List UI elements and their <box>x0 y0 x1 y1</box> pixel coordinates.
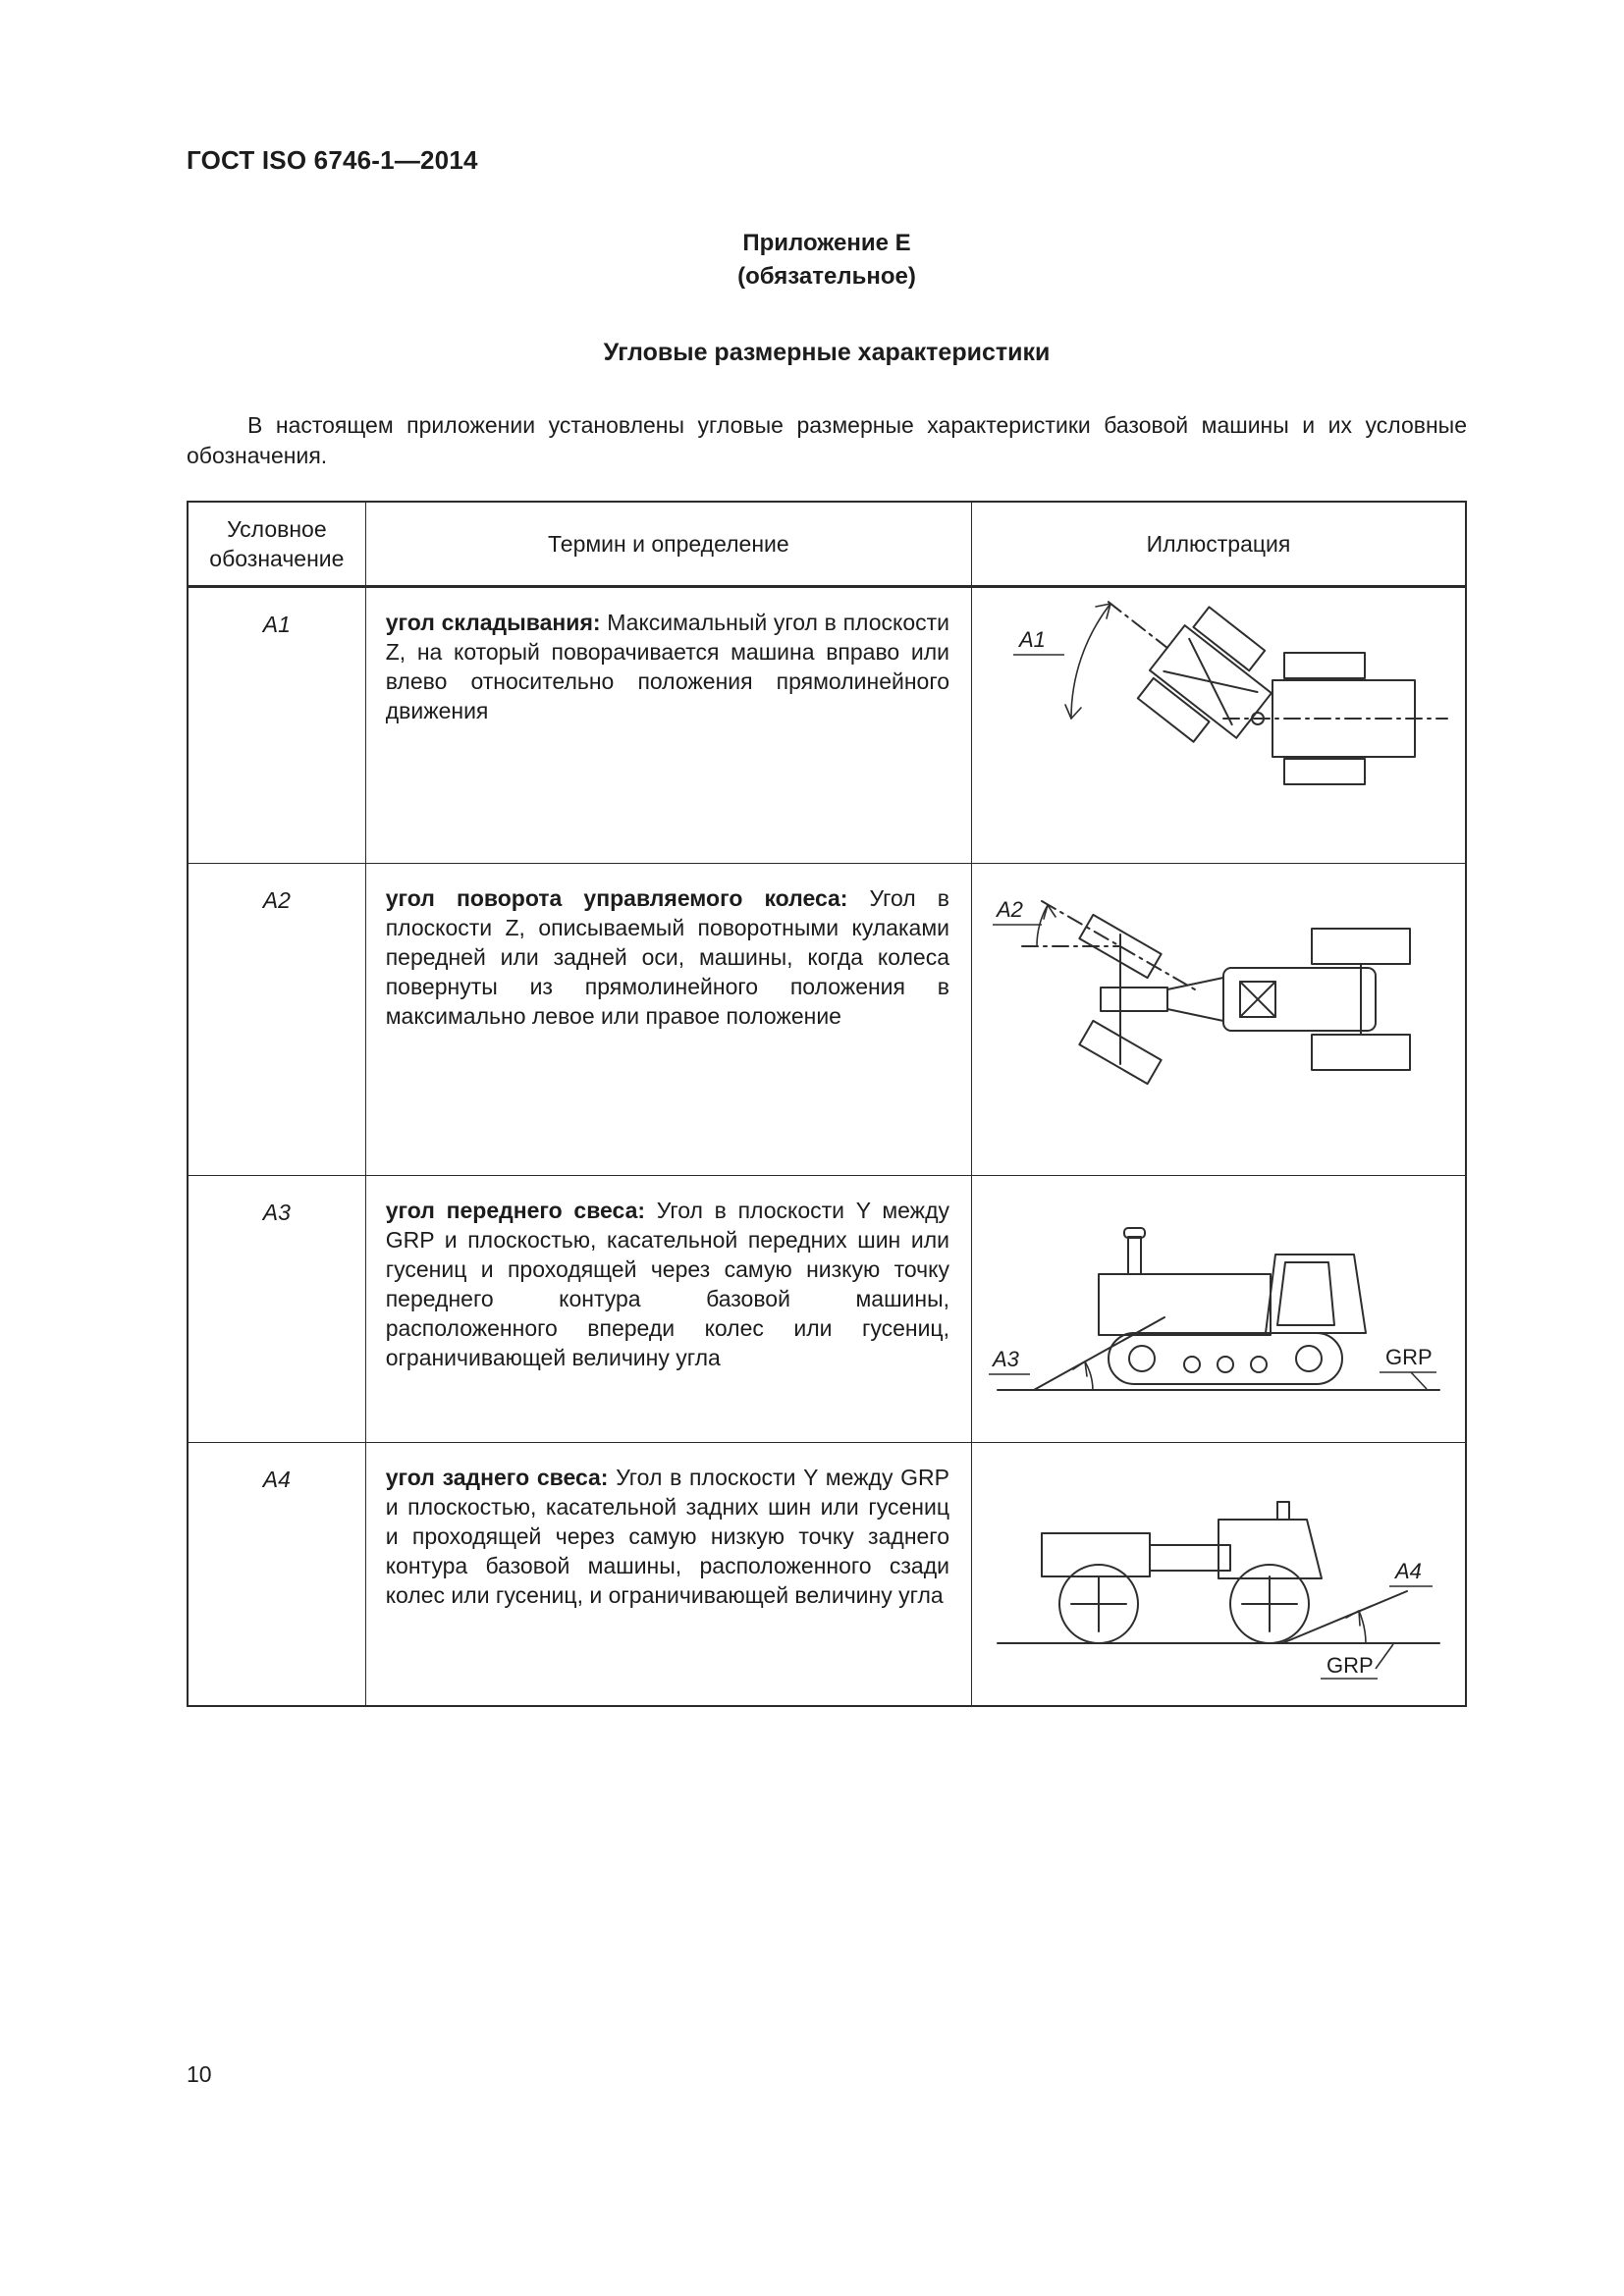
tractor-top-view-drawing <box>1022 901 1410 1084</box>
table-row-a4 <box>188 1443 1466 1707</box>
document-header: ГОСТ ISO 6746-1—2014 <box>187 145 478 175</box>
definition-cell <box>365 1176 971 1443</box>
illustration-cell <box>972 1443 1467 1707</box>
definition-text: Угол в плоскости Y между GRP и плоскостью, касательной передних шин или гусениц и проходящей через самую низкую точку переднего контура базовой машины, расположенного впереди колес или гусениц, ограничивающей величину угла <box>385 1198 949 1370</box>
table-row-a2 <box>188 864 1466 1176</box>
symbol-cell: A4 <box>188 1443 365 1707</box>
articulation-angle-illustration <box>978 596 1459 843</box>
section-title: Угловые размерные характеристики <box>603 339 1051 366</box>
appendix-heading <box>187 227 1467 294</box>
definition-text: Угол в плоскости Y между GRP и плоскостью, касательной задних шин или гусениц и проходящей через самую низкую точку заднего контура базовой машины, расположенного сзади колес или гусениц, и ограничивающей величину угла <box>385 1465 949 1608</box>
departure-angle-illustration <box>983 1451 1454 1690</box>
grp-label: GRP <box>1326 1653 1374 1678</box>
definition-cell <box>365 864 971 1176</box>
symbol-cell: A1 <box>188 587 365 864</box>
angle-label: A2 <box>997 897 1023 922</box>
definition-cell <box>365 1443 971 1707</box>
table-header-row <box>188 502 1466 587</box>
crawler-side-view-drawing <box>998 1228 1439 1390</box>
term-label: угол складывания: <box>385 610 601 635</box>
definition-text: Угол в плоскости Z, описываемый поворотными кулаками передней или задней оси, машины, когда колеса повернуты из прямолинейного положения в максимально левое или правое положение <box>385 885 950 1029</box>
page-number: 10 <box>187 2061 212 2087</box>
wheeled-machine-side-view-drawing <box>998 1502 1439 1643</box>
angle-label: A1 <box>1019 627 1046 652</box>
angle-label: A4 <box>1395 1559 1422 1583</box>
angle-label: A3 <box>993 1347 1019 1371</box>
appendix-title: Приложение Е <box>742 230 911 256</box>
definition-cell <box>365 587 971 864</box>
table-row-a1 <box>188 587 1466 864</box>
illustration-cell <box>972 587 1467 864</box>
col-header-symbol: Условное обозначение <box>188 502 365 587</box>
definition-text: Максимальный угол в плоскости Z, на который поворачивается машина вправо или влево относительно положения прямолинейного движения <box>385 610 949 723</box>
appendix-subtitle: (обязательное) <box>737 263 916 290</box>
table-row-a3 <box>188 1176 1466 1443</box>
term-label: угол переднего свеса: <box>385 1198 646 1223</box>
term-label: угол поворота управляемого колеса: <box>385 885 848 911</box>
col-header-illustration: Иллюстрация <box>972 502 1467 587</box>
illustration-cell <box>972 864 1467 1176</box>
steering-angle-illustration <box>983 872 1454 1129</box>
term-label: угол заднего свеса: <box>385 1465 609 1490</box>
machine-top-view-drawing <box>1065 596 1447 784</box>
symbol-cell: A3 <box>188 1176 365 1443</box>
illustration-cell <box>972 1176 1467 1443</box>
symbol-cell: A2 <box>188 864 365 1176</box>
intro-paragraph: В настоящем приложении установлены угловые размерные характеристики базовой машины и их условные обозначения. <box>187 412 1467 468</box>
grp-label: GRP <box>1385 1345 1433 1369</box>
approach-angle-illustration <box>983 1184 1454 1426</box>
col-header-term: Термин и определение <box>365 502 971 587</box>
characteristics-table <box>187 501 1467 1707</box>
